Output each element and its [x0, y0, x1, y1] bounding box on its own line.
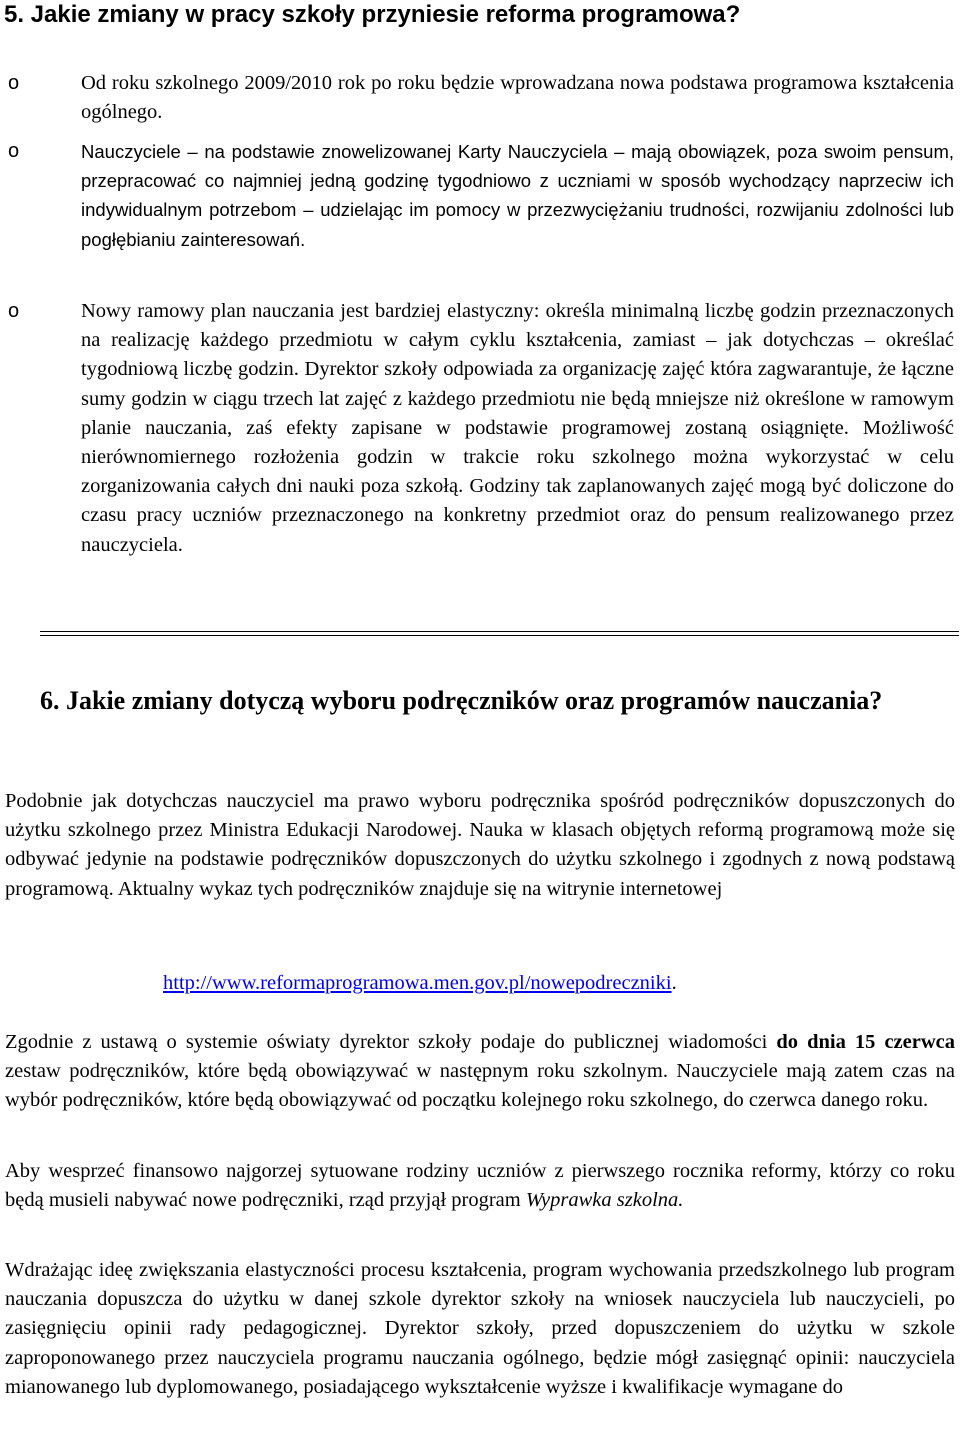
paragraph-flexibility: Wdrażając ideę zwiększania elastyczności procesu kształcenia, program wychowania przedszkolnego lub program nauczania dopuszcza do użytku w danej szkole dyrektor szkoły na wniosek nauczyciela lub nauczycieli, po zasięgnięciu opinii rady pedagogicznej. Dyrektor szkoły, przed dopuszczeniem do użytku w szkole zaproponowanego przez nauczyciela programu nauczania ogólnego, będzie mógł zasięgnąć opinii: nauczyciela mianowanego lub dyplomowanego, posiadającego wykształcenie wyższe i kwalifikacje wymagane do — [5, 1259, 955, 1398]
program-name: Wyprawka szkolna. — [525, 1189, 684, 1212]
separator-rule-bottom — [40, 635, 959, 636]
paragraph-wyprawka-text: Aby wesprzeć finansowo najgorzej sytuowane rodziny uczniów z pierwszego rocznika reformy, którzy co roku będą musieli nabywać nowe podręczniki, rząd przyjął program — [5, 1160, 955, 1212]
section-6-heading: 6. Jakie zmiany dotyczą wyboru podręczników oraz programów nauczania? — [40, 686, 883, 715]
paragraph-textbooks: Podobnie jak dotychczas nauczyciel ma prawo wyboru podręcznika spośród podręczników dopuszczonych do użytku szkolnego przez Ministra Edukacji Narodowej. Nauka w klasach objętych reformą programową może się odbywać jedynie na podstawie podręczników dopuszczonych do użytku szkolnego i zgodnych z nową podstawą programową. Aktualny wykaz tych podręczników znajduje się na witrynie internetowej — [5, 790, 955, 900]
bullet-marker: o — [8, 300, 20, 322]
separator-rule-top — [40, 631, 959, 632]
section-5-heading: 5. Jakie zmiany w pracy szkoły przyniesie reforma programowa? — [4, 1, 741, 28]
deadline-date: do dnia 15 czerwca — [776, 1031, 955, 1053]
paragraph-deadline-text-1: Zgodnie z ustawą o systemie oświaty dyrektor szkoły podaje do publicznej wiadomości — [5, 1031, 777, 1053]
textbooks-link[interactable]: http://www.reformaprogramowa.men.gov.pl/nowepodreczniki — [163, 972, 672, 994]
bullet-marker: o — [8, 72, 20, 94]
list-item-text: Od roku szkolnego 2009/2010 rok po roku będzie wprowadzana nowa podstawa programowa kształcenia ogólnego. — [81, 72, 954, 124]
list-item-text: Nowy ramowy plan nauczania jest bardziej elastyczny: określa minimalną liczbę godzin przeznaczonych na realizację każdego przedmiotu w całym cyklu kształcenia, zamiast – jak dotychczas – określać tygodniową liczbę godzin. Dyrektor szkoły odpowiada za organizację zajęć która zagwarantuje, że łączne sumy godzin w ciągu trzech lat zajęć z każdego przedmiotu nie będą mniejsze niż określone w ramowym planie nauczania, zaś efekty zapisane w podstawie programowej zostaną osiągnięte. Możliwość nierównomiernego rozłożenia godzin w trakcie roku szkolnego można wykorzystać w celu zorganizowania całych dni nauki poza szkołą. Godziny tak zaplanowanych zajęć mogą być doliczone do czasu pracy uczniów przeznaczonego na konkretny przedmiot oraz do pensum realizowanego przez nauczyciela. — [81, 300, 954, 556]
textbooks-link-line — [163, 969, 677, 998]
paragraph-deadline-text-2: zestaw podręczników, które będą obowiązywać w następnym roku szkolnym. Nauczyciele mają zatem czas na wybór podręczników, które będą obowiązywać od początku kolejnego roku szkolnego, do czerwca danego roku. — [5, 1060, 955, 1112]
list-item-text: Nauczyciele – na podstawie znowelizowanej Karty Nauczyciela – mają obowiązek, poza swoim pensum, przepracować co najmniej jedną godzinę tygodniowo z uczniami w sposób wychodzący naprzeciw ich indywidualnym potrzebom – udzielając im pomocy w przezwyciężaniu trudności, rozwijaniu zdolności lub pogłębianiu zainteresowań. — [81, 141, 954, 250]
bullet-marker: o — [8, 140, 20, 162]
paragraph-deadline — [5, 1028, 955, 1116]
link-suffix: . — [671, 972, 677, 994]
paragraph-wyprawka — [5, 1157, 955, 1215]
